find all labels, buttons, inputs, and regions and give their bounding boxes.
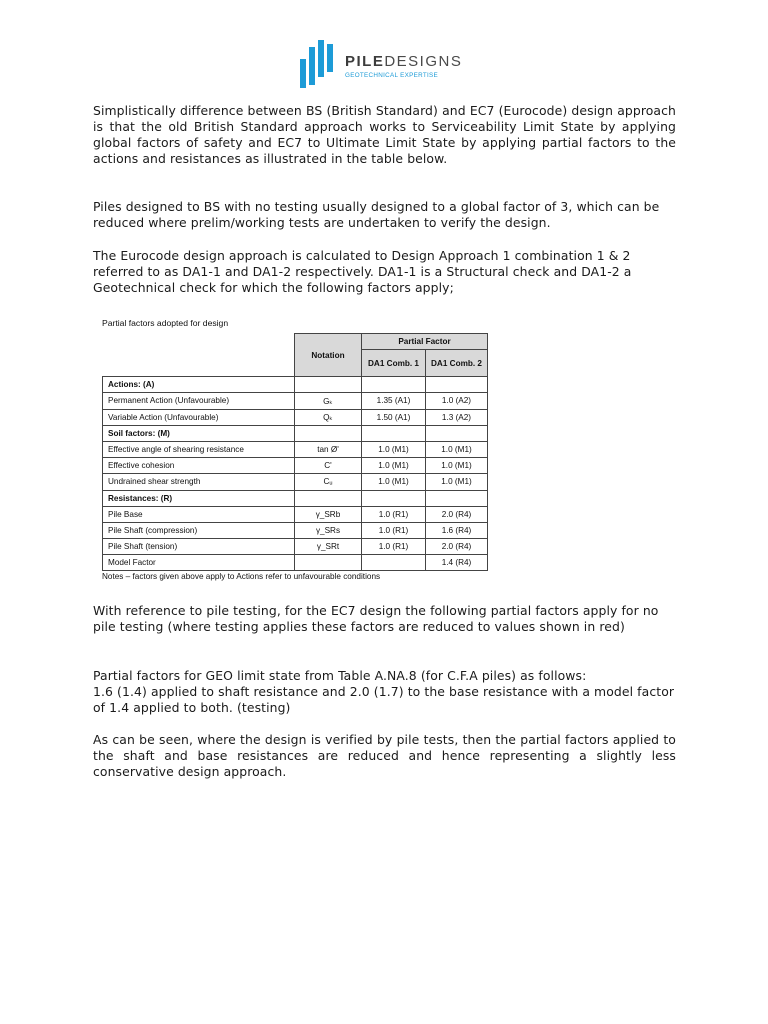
row-label: Variable Action (Unfavourable) <box>103 409 295 425</box>
table-row <box>103 539 488 555</box>
row-notation <box>295 425 362 441</box>
row-comb1 <box>362 377 426 393</box>
row-label: Undrained shear strength <box>103 474 295 490</box>
paragraph-bs-global-factor: Piles designed to BS with no testing usually designed to a global factor of 3, which can be reduced where prelim/working tests are undertaken to verify the design. <box>93 199 660 230</box>
row-notation <box>295 555 362 571</box>
row-notation <box>295 490 362 506</box>
row-comb1: 1.35 (A1) <box>362 393 426 409</box>
row-comb1: 1.0 (M1) <box>362 474 426 490</box>
row-comb2: 1.3 (A2) <box>426 409 488 425</box>
table-row <box>103 490 488 506</box>
header-da1-comb-2: DA1 Comb. 2 <box>426 350 488 377</box>
row-comb2: 1.0 (M1) <box>426 458 488 474</box>
row-label: Actions: (A) <box>103 377 295 393</box>
paragraph-eurocode-approach: The Eurocode design approach is calculated to Design Approach 1 combination 1 & 2 referred to as DA1-1 and DA1-2 respectively. DA1-1 is a Structural check and DA1-2 a Geotechnical check for which the following factors apply; <box>93 248 632 295</box>
row-notation <box>295 377 362 393</box>
row-comb2: 1.6 (R4) <box>426 522 488 538</box>
row-label: Pile Shaft (tension) <box>103 539 295 555</box>
table-row <box>103 474 488 490</box>
row-comb1: 1.0 (M1) <box>362 441 426 457</box>
row-label: Model Factor <box>103 555 295 571</box>
logo-name-light: DESIGNS <box>384 53 463 70</box>
row-comb1: 1.50 (A1) <box>362 409 426 425</box>
header-partial-factor: Partial Factor <box>362 334 488 350</box>
row-notation: Qₖ <box>295 409 362 425</box>
row-label: Pile Shaft (compression) <box>103 522 295 538</box>
row-notation: γ_SRt <box>295 539 362 555</box>
row-notation: tan Ø' <box>295 441 362 457</box>
row-comb1 <box>362 490 426 506</box>
row-comb2: 1.0 (A2) <box>426 393 488 409</box>
table-row <box>103 441 488 457</box>
row-label: Pile Base <box>103 506 295 522</box>
row-comb2: 2.0 (R4) <box>426 506 488 522</box>
row-comb2 <box>426 425 488 441</box>
header-da1-comb-1: DA1 Comb. 1 <box>362 350 426 377</box>
row-label: Permanent Action (Unfavourable) <box>103 393 295 409</box>
row-notation: Cᵤ <box>295 474 362 490</box>
row-comb1 <box>362 555 426 571</box>
row-comb2: 1.0 (M1) <box>426 474 488 490</box>
row-label: Soil factors: (M) <box>103 425 295 441</box>
row-comb2 <box>426 377 488 393</box>
paragraph-conclusion: As can be seen, where the design is verified by pile tests, then the partial factors applied to the shaft and base resistances are reduced and hence representing a slightly less conservative design approach. <box>93 732 676 779</box>
table-row <box>103 393 488 409</box>
table-row <box>103 506 488 522</box>
table-row <box>103 425 488 441</box>
row-notation: C' <box>295 458 362 474</box>
row-comb1: 1.0 (R1) <box>362 539 426 555</box>
logo-wordmark <box>345 54 462 79</box>
logo-bars-icon <box>300 40 340 90</box>
geo-limit-line-2: 1.6 (1.4) applied to shaft resistance and 2.0 (1.7) to the base resistance with a model factor of 1.4 applied to both. (testing) <box>93 684 675 715</box>
row-comb1: 1.0 (M1) <box>362 458 426 474</box>
geo-limit-line-1: Partial factors for GEO limit state from Table A.NA.8 (for C.F.A piles) as follows: <box>93 668 587 683</box>
row-label: Effective cohesion <box>103 458 295 474</box>
paragraph-pile-testing: With reference to pile testing, for the EC7 design the following partial factors apply for no pile testing (where testing applies these factors are reduced to values shown in red) <box>93 603 659 634</box>
table-header-row <box>103 334 488 350</box>
logo-tagline: GEOTECHNICAL EXPERTISE <box>345 72 439 79</box>
row-label: Effective angle of shearing resistance <box>103 441 295 457</box>
table-row <box>103 409 488 425</box>
table-row <box>103 522 488 538</box>
row-label: Resistances: (R) <box>103 490 295 506</box>
row-notation: Gₖ <box>295 393 362 409</box>
row-notation: γ_SRb <box>295 506 362 522</box>
row-comb1: 1.0 (R1) <box>362 506 426 522</box>
row-comb2: 2.0 (R4) <box>426 539 488 555</box>
row-comb2: 1.4 (R4) <box>426 555 488 571</box>
figure-caption: Partial factors adopted for design <box>102 318 229 328</box>
paragraph-bs-vs-ec7: Simplistically difference between BS (British Standard) and EC7 (Eurocode) design approach is that the old British Standard approach works to Serviceability Limit State by applying global factors of safety and EC7 to Ultimate Limit State by applying partial factors to the actions and resistances as illustrated in the table below. <box>93 103 676 166</box>
partial-factors-figure <box>102 318 490 581</box>
paragraph-geo-limit-state <box>93 668 676 716</box>
table-row <box>103 458 488 474</box>
logo-name-bold: PILE <box>345 53 385 70</box>
table-row <box>103 377 488 393</box>
row-comb1: 1.0 (R1) <box>362 522 426 538</box>
row-comb1 <box>362 425 426 441</box>
row-notation: γ_SRs <box>295 522 362 538</box>
table-row <box>103 555 488 571</box>
table-notes: Notes – factors given above apply to Actions refer to unfavourable conditions <box>102 572 381 582</box>
header-notation: Notation <box>295 334 362 377</box>
row-comb2 <box>426 490 488 506</box>
partial-factors-table <box>102 333 488 571</box>
row-comb2: 1.0 (M1) <box>426 441 488 457</box>
